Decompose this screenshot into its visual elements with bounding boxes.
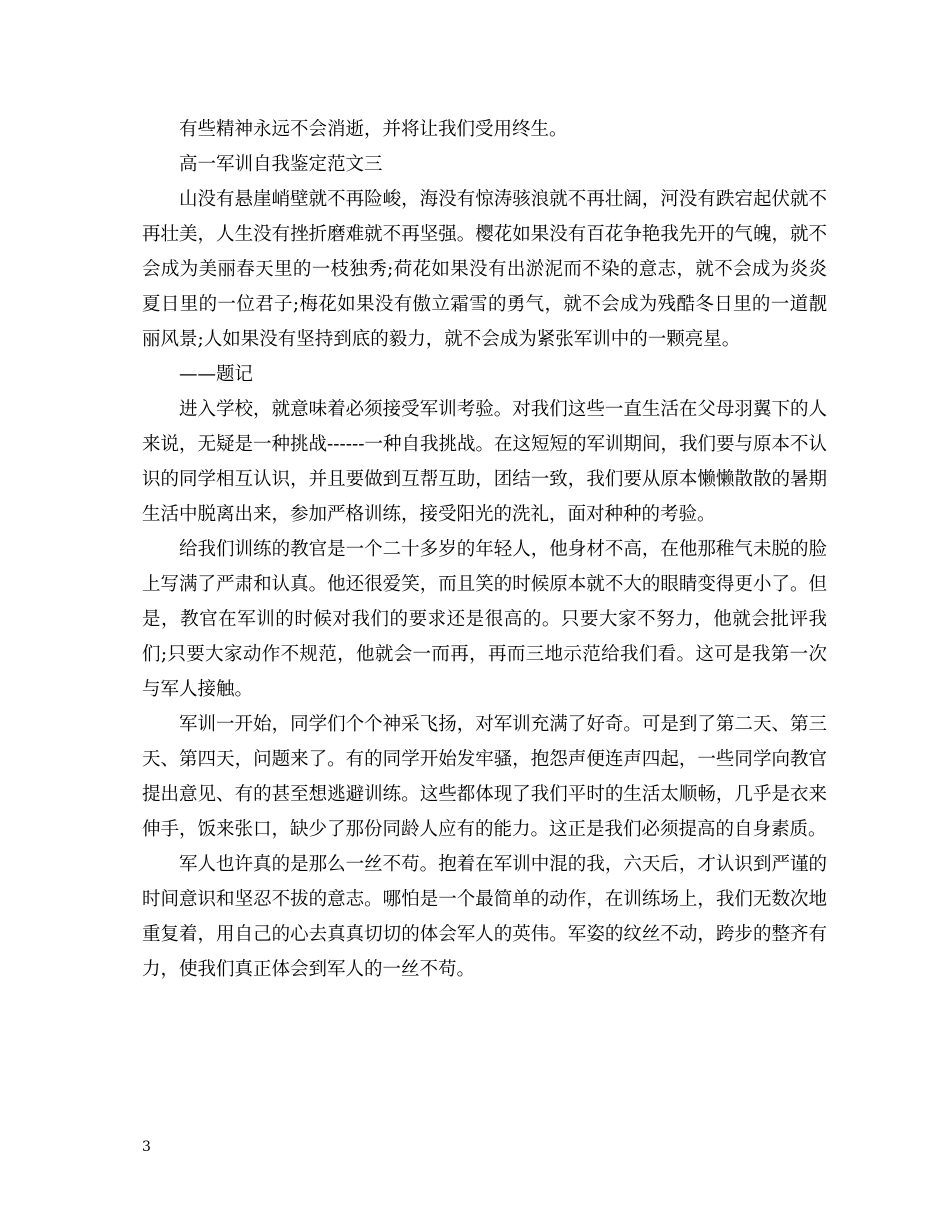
paragraph-training-start: 军训一开始，同学们个个神采飞扬，对军训充满了好奇。可是到了第二天、第三天、第四天，问题来了。有的同学开始发牢骚，抱怨声便连声四起，一些同学向教官提出意见、有的甚至想逃避训练。这些都体现了我们平时的生活太顺畅，几乎是衣来伸手，饭来张口，缺少了那份同龄人应有的能力。这正是我们必须提高的自身素质。 xyxy=(142,714,827,840)
paragraph-instructor: 给我们训练的教官是一个二十多岁的年轻人，他身材不高，在他那稚气未脱的脸上写满了严肃和认真。他还很爱笑，而且笑的时候原本就不大的眼睛变得更小了。但是，教官在军训的时候对我们的要求还是很高的。只要大家不努力，他就会批评我们;只要大家动作不规范，他就会一而再，再而三地示范给我们看。这可是我第一次与军人接触。 xyxy=(142,539,827,700)
epigraph-attribution: ——题记 xyxy=(179,364,254,385)
document-body xyxy=(142,112,827,987)
page-number: 3 xyxy=(142,1139,151,1155)
paragraph-intro: 山没有悬崖峭壁就不再险峻，海没有惊涛骇浪就不再壮阔，河没有跌宕起伏就不再壮美，人生没有挫折磨难就不再坚强。樱花如果没有百花争艳我先开的气魄，就不会成为美丽春天里的一枝独秀;荷花如果没有出淤泥而不染的意志，就不会成为炎炎夏日里的一位君子;梅花如果没有傲立霜雪的勇气，就不会成为残酷冬日里的一道靓丽风景;人如果没有坚持到底的毅力，就不会成为紧张军训中的一颗亮星。 xyxy=(142,189,827,350)
paragraph-soldier-discipline: 军人也许真的是那么一丝不苟。抱着在军训中混的我，六天后，才认识到严谨的时间意识和坚忍不拔的意志。哪怕是一个最简单的动作，在训练场上，我们无数次地重复着，用自己的心去真真切切的体会军人的英伟。军姿的纹丝不动，跨步的整齐有力，使我们真正体会到军人的一丝不苟。 xyxy=(142,854,827,980)
paragraph-entering-school: 进入学校，就意味着必须接受军训考验。对我们这些一直生活在父母羽翼下的人来说，无疑是一种挑战------一种自我挑战。在这短短的军训期间，我们要与原本不认识的同学相互认识，并且要做到互帮互助，团结一致，我们要从原本懒懒散散的暑期生活中脱离出来，参加严格训练，接受阳光的洗礼，面对种种的考验。 xyxy=(142,399,828,525)
section-heading: 高一军训自我鉴定范文三 xyxy=(179,154,383,175)
paragraph-closing-line: 有些精神永远不会消逝，并将让我们受用终生。 xyxy=(179,119,568,140)
